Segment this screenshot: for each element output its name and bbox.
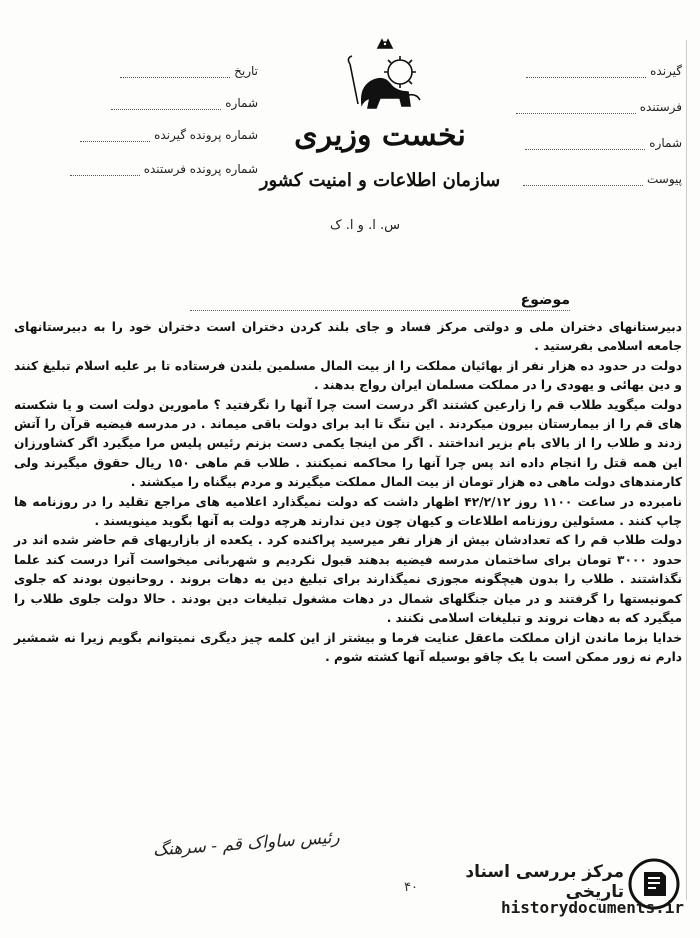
recipient-file-number-field bbox=[28, 128, 258, 142]
page-edge-line bbox=[686, 40, 687, 900]
ref-number-field bbox=[482, 136, 682, 150]
ref-number-label: شماره bbox=[649, 136, 682, 150]
lion-and-sun-emblem-icon bbox=[340, 34, 430, 124]
body-paragraph: دولت طلاب قم را که تعدادشان بیش از هزار نفر میرسید پراکنده کرد . یکعده از بازاریهای قم حاضر شده اند در حدود ۳۰۰۰ تومان برای ساختمان مدرسه فیضیه بدهند قبول نکردیم و شهربانی میخواست آنرا درست کند علما نگذاشتند . طلاب را بدون هیچگونه مجوزی نمیگذارند برای تبلیغ دین به دهات بروند . روحانیون بودند که جلوی کمونیستها را گرفتند و در میان جنگلهای شمال در دهات مشغول تبلیغات دین بودند . حالا دولت جلوی طلاب را میگیرد که به دهات نروند و تبلیغات اسلامی نکنند . bbox=[14, 533, 682, 626]
body-paragraph: دولت در حدود ده هزار نفر از بهائیان مملکت را از بیت المال مسلمین بلندن فرستاده تا بر علیه اسلام تبلیغ کنند و دین بهائی و یهودی را در مملکت مسلمان ایران رواج بدهند . bbox=[14, 358, 682, 393]
savak-organization-title: سازمان اطلاعات و امنیت کشور bbox=[259, 170, 501, 191]
date-label: تاریخ bbox=[234, 64, 258, 78]
handwritten-signature: رئیس ساواک قم - سرهنگ bbox=[152, 827, 341, 861]
recipient-file-number-label: شماره پرونده گیرنده bbox=[154, 128, 258, 142]
watermark bbox=[410, 854, 690, 934]
number-label: شماره bbox=[225, 96, 258, 110]
sender-file-number-field bbox=[28, 162, 258, 176]
recipient-field bbox=[482, 64, 682, 78]
sender-label: فرستنده bbox=[639, 100, 682, 114]
body-paragraph: دولت میگوید طلاب قم را زارعین کشتند اگر درست است چرا آنها را نگرفتید ؟ مامورین دولت است و یا شکسته های قم را از بیمارستان بیرون میکردند . این ننگ تا ابد برای دولت باقی میماند . در مدرسه فیضیه قرآن را آتش زدند و طلاب را از بالای بام بزیر انداختند . اگر من اینجا یکمی دست بزنم رئیس پلیس مرا میگیرد اگر کشاورزان این همه قتل را انجام داده اند پس چرا آنها را محاکمه نمیکنند . طلاب قم ماهی ۱۵۰ ریال حقوق میگیرند ولی کارمندهای دولت ماهی ده هزار تومان از بیت المال مملکت میگیرند و مردم بیگناه را میکشند . bbox=[14, 397, 682, 490]
watermark-title: مرکز بررسی اسناد تاریخی bbox=[465, 862, 624, 902]
body-paragraph: نامبرده در ساعت ۱۱۰۰ روز ۴۲/۲/۱۲ اظهار داشت که دولت نمیگذارد اعلامیه های مراجع تقلید را در روزنامه ها چاپ کنند . مسئولین روزنامه اطلاعات و کیهان چون دین ندارند هرچه دولت به آنها بگوید مینویسند . bbox=[14, 494, 682, 529]
body-paragraph: خدایا بزما ماندن ازان مملکت ماعقل عنایت فرما و بیشتر از این کلمه چیز دیگری نمیتوانم بگویم زیرا نه شمشیر دارم نه زور ممکن است با یک چاقو بوسیله آنها کشته شوم . bbox=[14, 630, 682, 664]
subject-label: موضوع bbox=[520, 292, 570, 308]
document-body bbox=[14, 318, 682, 667]
prime-ministry-title: نخست وزیری bbox=[294, 118, 466, 153]
number-field bbox=[28, 96, 258, 110]
sender-file-number-label: شماره پرونده فرستنده bbox=[143, 162, 258, 176]
attachment-field bbox=[482, 172, 682, 186]
body-paragraph: دبیرستانهای دختران ملی و دولتی مرکز فساد و جای بلند کردن دختران است دختران خود را به دبیرستانهای جامعه اسلامی بفرستید . bbox=[14, 320, 682, 354]
sender-field bbox=[482, 100, 682, 114]
page-number: ۴۰ bbox=[404, 880, 418, 895]
recipient-label: گیرنده bbox=[650, 64, 682, 78]
watermark-url: historydocuments.ir bbox=[500, 898, 684, 917]
date-field bbox=[28, 64, 258, 78]
reference-code: س. ا. و ا. ک bbox=[330, 218, 400, 233]
attachment-label: پیوست bbox=[647, 172, 682, 186]
subject-line bbox=[190, 292, 570, 311]
